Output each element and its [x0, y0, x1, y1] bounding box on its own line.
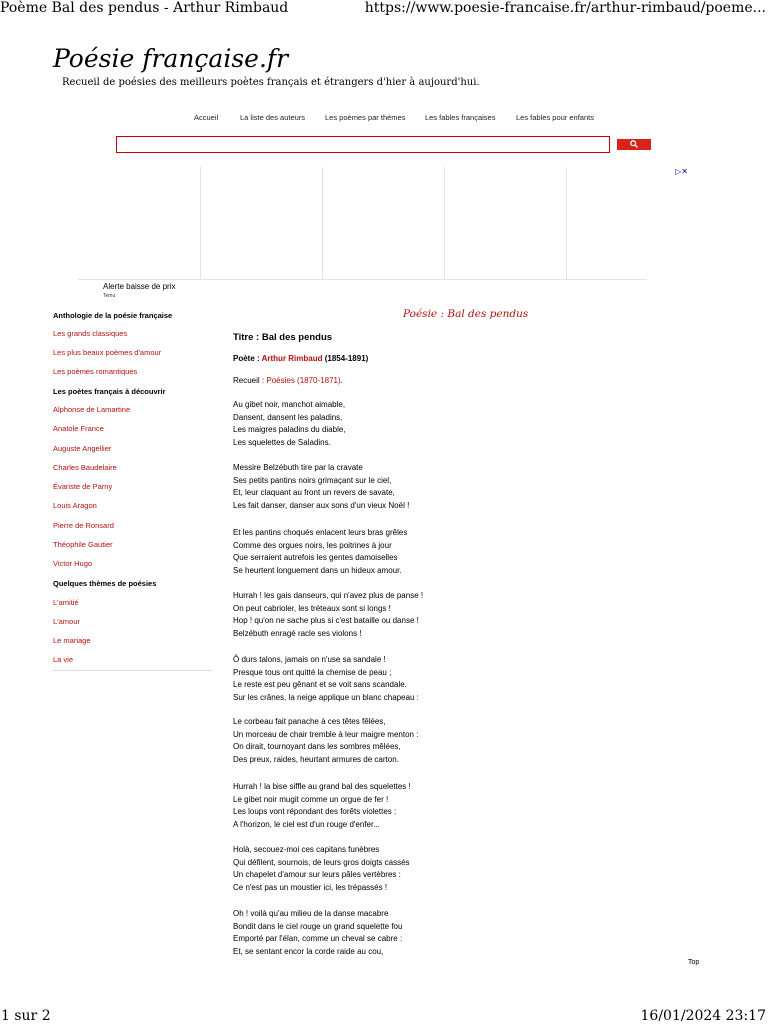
poem-header: Poésie : Bal des pendus	[403, 308, 529, 320]
sidebar-link[interactable]: Charles Baudelaire	[53, 463, 117, 472]
site-title[interactable]: Poésie française.fr	[53, 44, 289, 73]
poem-stanza	[233, 527, 553, 577]
sidebar-link[interactable]: Pierre de Ronsard	[53, 521, 114, 530]
sidebar-link[interactable]: Le mariage	[53, 636, 91, 645]
ad-source: Temu	[103, 293, 116, 299]
verse-line: Dansent, dansent les paladins,	[233, 412, 343, 422]
sidebar-heading-anthologie: Anthologie de la poésie française	[53, 311, 173, 320]
sidebar-link[interactable]: L'amitié	[53, 598, 79, 607]
ad-slot[interactable]	[445, 167, 567, 280]
poem-stanza	[233, 399, 553, 449]
sidebar-divider	[53, 670, 212, 671]
verse-line: Qui défilent, sournois, de leurs gros doigts cassés	[233, 857, 410, 867]
verse-line: Et les pantins choqués enlacent leurs bras grêles	[233, 528, 408, 537]
sidebar-link[interactable]: Louis Aragon	[53, 501, 97, 510]
verse-line: Les fait danser, danser aux sons d'un vieux Noël !	[233, 500, 410, 510]
sidebar-heading-poetes: Les poètes français à découvrir	[53, 387, 166, 396]
poem-stanza	[233, 781, 553, 831]
sidebar-link[interactable]: Les poèmes romantiques	[53, 367, 138, 376]
verse-line: Ce n'est pas un moustier ici, les trépassés !	[233, 882, 388, 892]
nav-link-fables-enfants[interactable]: Les fables pour enfants	[516, 113, 594, 122]
sidebar-link[interactable]: Victor Hugo	[53, 559, 93, 568]
verse-line: Emporté par l'élan, comme un cheval se cabre :	[233, 934, 403, 944]
poem-stanza	[233, 462, 553, 512]
verse-line: Un chapelet d'amour sur leurs pâles vertèbres :	[233, 870, 401, 880]
nav-link-poemes-themes[interactable]: Les poèmes par thèmes	[325, 113, 406, 122]
verse-line: Sur les crânes, la neige applique un blanc chapeau :	[233, 692, 419, 702]
main-nav	[0, 113, 768, 125]
poem-stanza	[233, 654, 553, 704]
ad-caption[interactable]: Alerte baisse de prix	[103, 282, 176, 291]
ad-slot[interactable]	[201, 167, 323, 280]
verse-line: Un morceau de chair tremble à leur maigre menton :	[233, 729, 419, 739]
verse-line: Comme des orgues noirs, les poitrines à jour	[233, 540, 392, 550]
nav-link-accueil[interactable]: Accueil	[194, 113, 219, 122]
search-button[interactable]	[617, 139, 651, 150]
verse-line: Messire Belzébuth tire par la cravate	[233, 463, 363, 472]
ad-slot[interactable]	[78, 167, 201, 280]
search-input[interactable]	[116, 136, 610, 153]
nav-link-liste-auteurs[interactable]: La liste des auteurs	[240, 113, 306, 122]
sidebar-heading-themes: Quelques thèmes de poésies	[53, 579, 157, 588]
verse-line: Et, leur claquant au front un revers de savate,	[233, 488, 395, 498]
verse-line: Et, se sentant encor la corde raide au cou,	[233, 946, 384, 956]
verse-line: A l'horizon, le ciel est d'un rouge d'enfer...	[233, 819, 380, 829]
back-to-top-link[interactable]: Top	[688, 959, 700, 966]
verse-line: Le corbeau fait panache à ces têtes fêlées,	[233, 717, 386, 726]
print-header	[0, 0, 768, 18]
recueil-label: Recueil :	[233, 376, 267, 385]
verse-line: Le gibet noir mugit comme un orgue de fer !	[233, 794, 389, 804]
verse-line: Ô durs talons, jamais on n'use sa sandale !	[233, 655, 386, 664]
print-page-number: 1 sur 2	[1, 1008, 51, 1024]
poet-dates: (1854-1891)	[322, 354, 369, 363]
poet-line	[233, 354, 368, 363]
sidebar-link[interactable]: Les grands classiques	[53, 329, 128, 338]
ad-slot[interactable]	[323, 167, 445, 280]
verse-line: Oh ! voilà qu'au milieu de la danse macabre	[233, 909, 389, 918]
verse-line: Hop ! qu'on ne sache plus si c'est bataille ou danse !	[233, 616, 419, 626]
print-datetime: 16/01/2024 23:17	[640, 1008, 766, 1024]
verse-line: Belzébuth enragé racle ses violons !	[233, 628, 362, 638]
poem-title: Titre : Bal des pendus	[233, 332, 333, 343]
ad-banner[interactable]	[78, 167, 690, 281]
search-icon	[630, 140, 638, 148]
poet-link[interactable]: Arthur Rimbaud	[261, 354, 323, 363]
verse-line: Le reste est peu gênant et se voit sans scandale.	[233, 680, 407, 690]
verse-line: Les loups vont répondant des forêts violettes :	[233, 807, 397, 817]
verse-line: Bondit dans le ciel rouge un grand squelette fou	[233, 921, 403, 931]
verse-line: On peut cabrioler, les tréteaux sont si longs !	[233, 603, 391, 613]
verse-line: Les squelettes de Saladins.	[233, 437, 331, 447]
poem-stanza	[233, 590, 553, 640]
verse-line: Que serraient autrefois les gentes damoiselles	[233, 553, 398, 563]
sidebar-link[interactable]: Les plus beaux poèmes d'amour	[53, 348, 162, 357]
poet-label: Poète :	[233, 354, 262, 363]
verse-line: Holà, secouez-moi ces capitans funèbres	[233, 845, 380, 854]
verse-line: Ses petits pantins noirs grimaçant sur le ciel,	[233, 475, 392, 485]
verse-line: Les maigres paladins du diable,	[233, 425, 346, 435]
poem-stanza	[233, 716, 553, 766]
sidebar-link[interactable]: La vie	[53, 655, 74, 664]
verse-line: Presque tous ont quitté la chemise de peau ;	[233, 667, 392, 677]
sidebar-link[interactable]: Évariste de Parny	[53, 482, 113, 491]
nav-link-fables-francaises[interactable]: Les fables françaises	[425, 113, 496, 122]
poem-stanza	[233, 908, 553, 958]
print-page-url[interactable]: https://www.poesie-francaise.fr/arthur-rimbaud/poeme...	[364, 0, 766, 16]
verse-line: Se heurtent longuement dans un hideux amour.	[233, 565, 402, 575]
sidebar-link[interactable]: Théophile Gautier	[53, 540, 113, 549]
print-page-title: Poème Bal des pendus - Arthur Rimbaud	[0, 0, 289, 16]
sidebar-link[interactable]: Alphonse de Lamartine	[53, 405, 131, 414]
verse-line: Des preux, raides, heurtant armures de carton.	[233, 754, 399, 764]
site-subtitle: Recueil de poésies des meilleurs poètes français et étrangers d'hier à aujourd'hui.	[62, 77, 480, 88]
ad-choices-icon[interactable]: ▷✕	[675, 167, 688, 176]
sidebar-link[interactable]: L'amour	[53, 617, 80, 626]
sidebar-link[interactable]: Anatole France	[53, 424, 104, 433]
recueil-link[interactable]: Poésies (1870-1871)	[266, 376, 341, 385]
recueil-line	[233, 376, 343, 385]
recueil-end: .	[340, 376, 343, 385]
verse-line: On dirait, tournoyant dans les sombres mêlées,	[233, 742, 401, 752]
verse-line: Hurrah ! les gais danseurs, qui n'avez plus de panse !	[233, 591, 424, 600]
ad-slot[interactable]	[567, 167, 647, 280]
poem-stanza	[233, 844, 553, 894]
verse-line: Au gibet noir, manchot aimable,	[233, 400, 346, 409]
sidebar-link[interactable]: Auguste Angellier	[53, 444, 112, 453]
verse-line: Hurrah ! la bise siffle au grand bal des squelettes !	[233, 782, 411, 791]
